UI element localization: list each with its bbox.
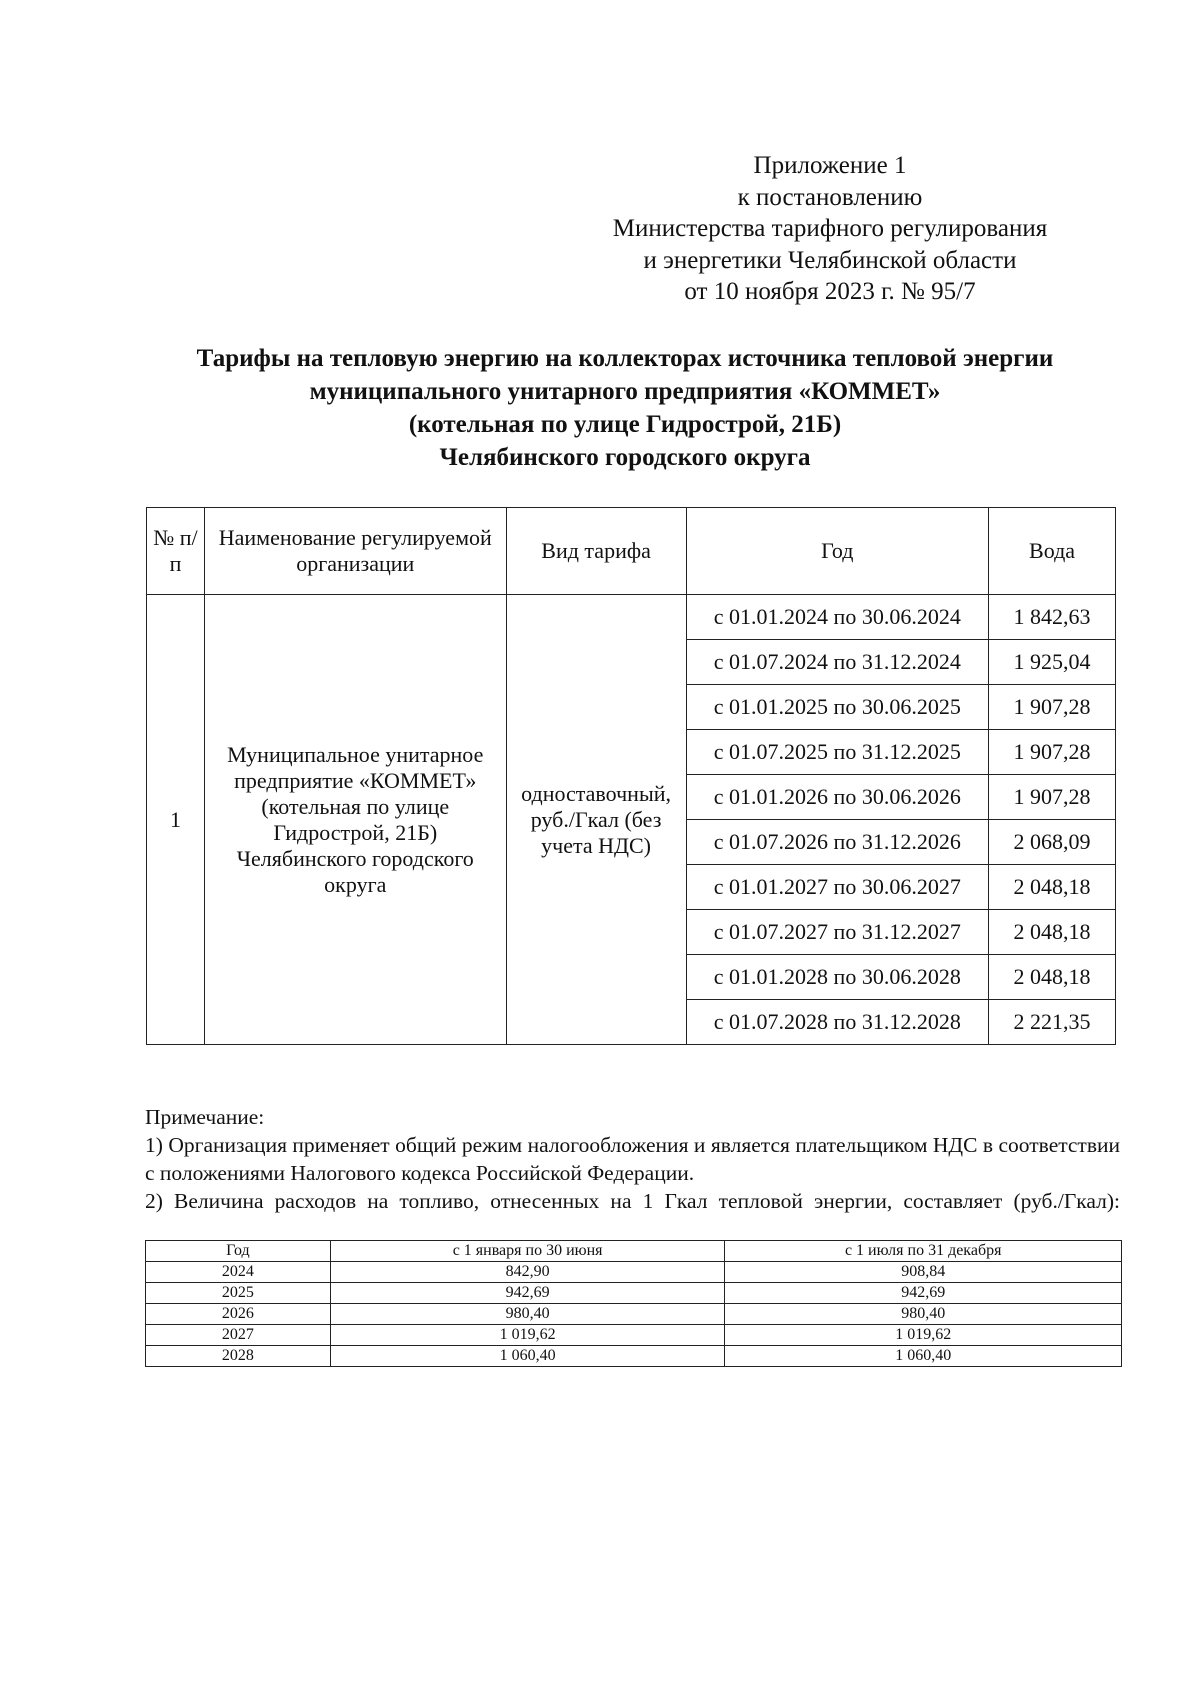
value-cell: 2 068,09: [989, 820, 1116, 865]
table-row: [147, 595, 1116, 640]
fuel-year: 2024: [146, 1262, 331, 1283]
header-num: № п/п: [147, 508, 205, 595]
fuel-h1: 980,40: [330, 1304, 725, 1325]
annex-line: Приложение 1: [753, 152, 907, 179]
note-2: 2) Величина расходов на топливо, отнесенных на 1 Гкал тепловой энергии, составляет (руб./Гкал):: [145, 1189, 1120, 1213]
fuel-year: 2028: [146, 1346, 331, 1367]
fuel-h2: 980,40: [725, 1304, 1122, 1325]
organization-name: Муниципальное унитарное предприятие «КОММЕТ» (котельная по улице Гидрострой, 21Б) Челябинского городского округа: [204, 595, 506, 1045]
fuel-header-row: [146, 1241, 1122, 1262]
table-row: [146, 1304, 1122, 1325]
value-cell: 1 925,04: [989, 640, 1116, 685]
header-water: Вода: [989, 508, 1116, 595]
table-row: [146, 1283, 1122, 1304]
value-cell: 2 048,18: [989, 955, 1116, 1000]
fuel-h1: 1 060,40: [330, 1346, 725, 1367]
note-1: 1) Организация применяет общий режим налогообложения и является плательщиком НДС в соответствии с положениями Налогового кодекса Российской Федерации.: [145, 1133, 1120, 1185]
annex-line: к постановлению: [737, 183, 923, 211]
tariff-table: [146, 507, 1116, 1045]
fuel-year: 2026: [146, 1304, 331, 1325]
period-cell: с 01.01.2028 по 30.06.2028: [686, 955, 989, 1000]
table-row: [146, 1262, 1122, 1283]
period-cell: с 01.07.2024 по 31.12.2024: [686, 640, 989, 685]
value-cell: 2 221,35: [989, 1000, 1116, 1045]
period-cell: с 01.01.2025 по 30.06.2025: [686, 685, 989, 730]
header-org: Наименование регулируемой организации: [204, 508, 506, 595]
fuel-header-h2: с 1 июля по 31 декабря: [725, 1241, 1122, 1262]
fuel-h1: 942,69: [330, 1283, 725, 1304]
fuel-header-year: Год: [146, 1241, 331, 1262]
fuel-h2: 942,69: [725, 1283, 1122, 1304]
period-cell: с 01.07.2027 по 31.12.2027: [686, 910, 989, 955]
header-year: Год: [686, 508, 989, 595]
period-cell: с 01.07.2025 по 31.12.2025: [686, 730, 989, 775]
annex-line: Министерства тарифного регулирования: [612, 215, 1048, 242]
fuel-h2: 908,84: [725, 1262, 1122, 1283]
row-num: 1: [147, 595, 205, 1045]
fuel-year: 2025: [146, 1283, 331, 1304]
annex-line: от 10 ноября 2023 г. № 95/7: [684, 278, 976, 305]
value-cell: 1 907,28: [989, 730, 1116, 775]
fuel-cost-table: [145, 1240, 1122, 1367]
title-line: Челябинского городского округа: [439, 444, 811, 471]
header-type: Вид тарифа: [506, 508, 686, 595]
fuel-header-h1: с 1 января по 30 июня: [330, 1241, 725, 1262]
annex-line: и энергетики Челябинской области: [643, 246, 1017, 274]
tariff-header-row: [147, 508, 1116, 595]
title-line: муниципального унитарного предприятия «КОММЕТ»: [309, 378, 941, 405]
notes-section: [145, 1103, 1120, 1215]
value-cell: 1 842,63: [989, 595, 1116, 640]
value-cell: 2 048,18: [989, 865, 1116, 910]
period-cell: с 01.07.2028 по 31.12.2028: [686, 1000, 989, 1045]
annex-header: [560, 150, 1100, 308]
fuel-h1: 1 019,62: [330, 1325, 725, 1346]
fuel-h2: 1 019,62: [725, 1325, 1122, 1346]
title-line: Тарифы на тепловую энергию на коллекторах источника тепловой энергии: [196, 345, 1054, 372]
period-cell: с 01.07.2026 по 31.12.2026: [686, 820, 989, 865]
period-cell: с 01.01.2027 по 30.06.2027: [686, 865, 989, 910]
period-cell: с 01.01.2024 по 30.06.2024: [686, 595, 989, 640]
title-line: (котельная по улице Гидрострой, 21Б): [408, 411, 842, 438]
value-cell: 1 907,28: [989, 685, 1116, 730]
fuel-year: 2027: [146, 1325, 331, 1346]
period-cell: с 01.01.2026 по 30.06.2026: [686, 775, 989, 820]
value-cell: 1 907,28: [989, 775, 1116, 820]
table-row: [146, 1325, 1122, 1346]
fuel-h2: 1 060,40: [725, 1346, 1122, 1367]
tariff-type: одноставочный, руб./Гкал (без учета НДС): [506, 595, 686, 1045]
document-title: [100, 342, 1150, 474]
fuel-h1: 842,90: [330, 1262, 725, 1283]
notes-heading: Примечание:: [145, 1105, 265, 1129]
table-row: [146, 1346, 1122, 1367]
value-cell: 2 048,18: [989, 910, 1116, 955]
